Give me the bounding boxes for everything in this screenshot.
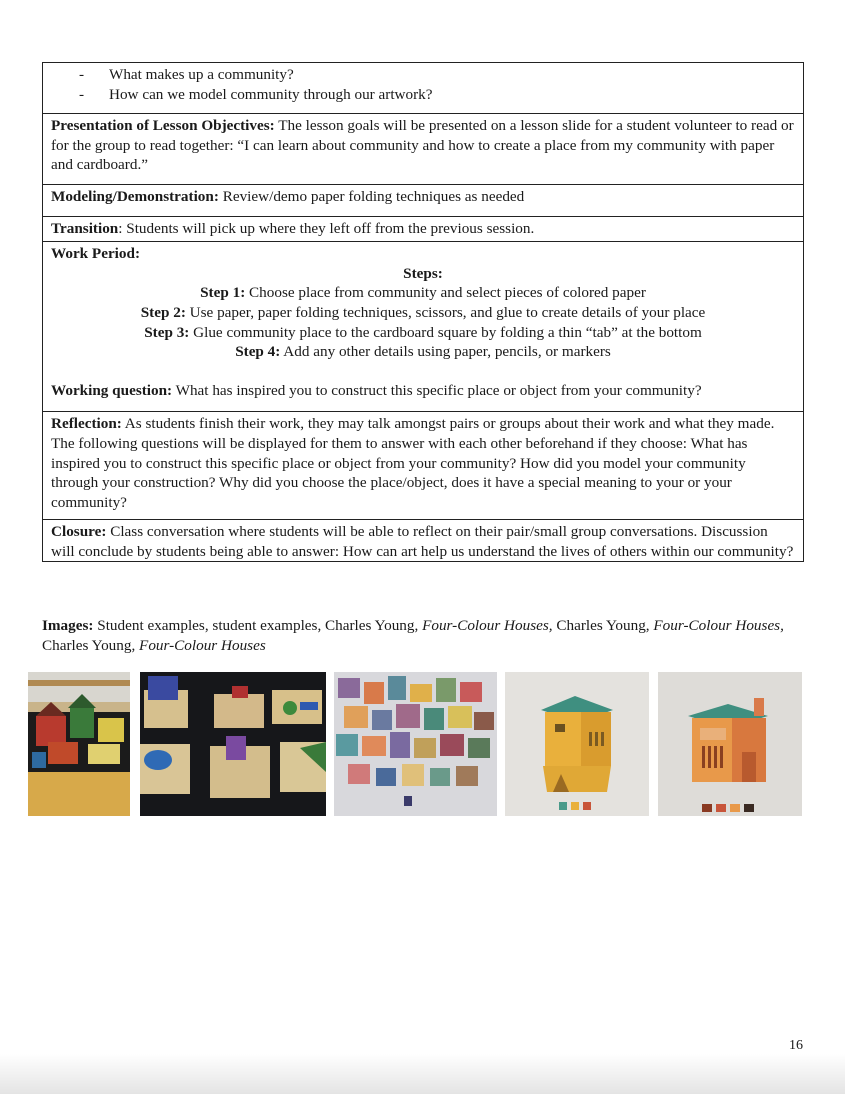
question-item: - How can we model community through our artwork? <box>79 85 795 105</box>
reflection-label: Reflection: <box>51 415 122 433</box>
modeling-label: Modeling/Demonstration: <box>51 187 219 205</box>
closure-text: Class conversation where students will be able to reflect on their pair/small group conversations. Discussion will conclude by students being able to answer: How can art help us understand the lives of others within our community? <box>51 523 794 560</box>
page-bottom-shadow <box>0 1054 845 1094</box>
objectives-row <box>43 114 804 185</box>
steps-block <box>51 264 795 362</box>
transition-row <box>43 216 804 242</box>
four-colour-houses-image-3 <box>658 672 802 816</box>
essential-questions-list <box>51 65 795 104</box>
lesson-plan-table <box>42 62 804 562</box>
step-item: Step 2: Use paper, paper folding techniques, scissors, and glue to create details of your place <box>140 303 706 321</box>
images-caption: Images: Student examples, student examples, Charles Young, Four-Colour Houses, Charles Young, Four-Colour Houses, Charles Young, Four-Colour Houses <box>42 617 784 654</box>
essential-questions-row <box>43 63 804 114</box>
steps-heading: Steps: <box>403 264 443 282</box>
four-colour-houses-image-2 <box>505 672 649 816</box>
modeling-row <box>43 184 804 216</box>
objectives-label: Presentation of Lesson Objectives: <box>51 117 275 135</box>
reflection-row <box>43 412 804 520</box>
transition-label: Transition <box>51 219 119 237</box>
step-item: Step 3: Glue community place to the cardboard square by folding a thin “tab” at the bottom <box>144 323 702 341</box>
step-item: Step 1: Choose place from community and select pieces of colored paper <box>200 284 646 302</box>
work-period-row <box>43 242 804 412</box>
step-item: Step 4: Add any other details using paper, pencils, or markers <box>235 343 611 361</box>
working-question: Working question: What has inspired you to construct this specific place or object from your community? <box>51 381 702 399</box>
student-example-image-1 <box>28 672 130 816</box>
page-number: 16 <box>789 1038 803 1053</box>
work-period-label: Work Period: <box>51 245 141 263</box>
objectives-text: The lesson goals will be presented on a lesson slide for a student volunteer to read or for the group to read together: “I can learn about community and how to create a place from my community with paper and cardboard.” <box>51 117 794 174</box>
four-colour-houses-image-1 <box>334 672 497 816</box>
transition-text: : Students will pick up where they left off from the previous session. <box>118 219 535 237</box>
student-example-image-2 <box>140 672 326 816</box>
closure-label: Closure: <box>51 523 107 541</box>
modeling-text: Review/demo paper folding techniques as needed <box>218 187 525 205</box>
closure-row <box>43 520 804 562</box>
reflection-text: As students finish their work, they may talk amongst pairs or groups about their work and what they made. The following questions will be displayed for them to answer with each other beforehand if they choose: What has inspired you to construct this specific place or object from your community? How did you model your community through your construction? Why did you choose the place/object, does it have a special meaning to your or your community? <box>51 415 775 511</box>
question-item: - What makes up a community? <box>79 65 795 85</box>
